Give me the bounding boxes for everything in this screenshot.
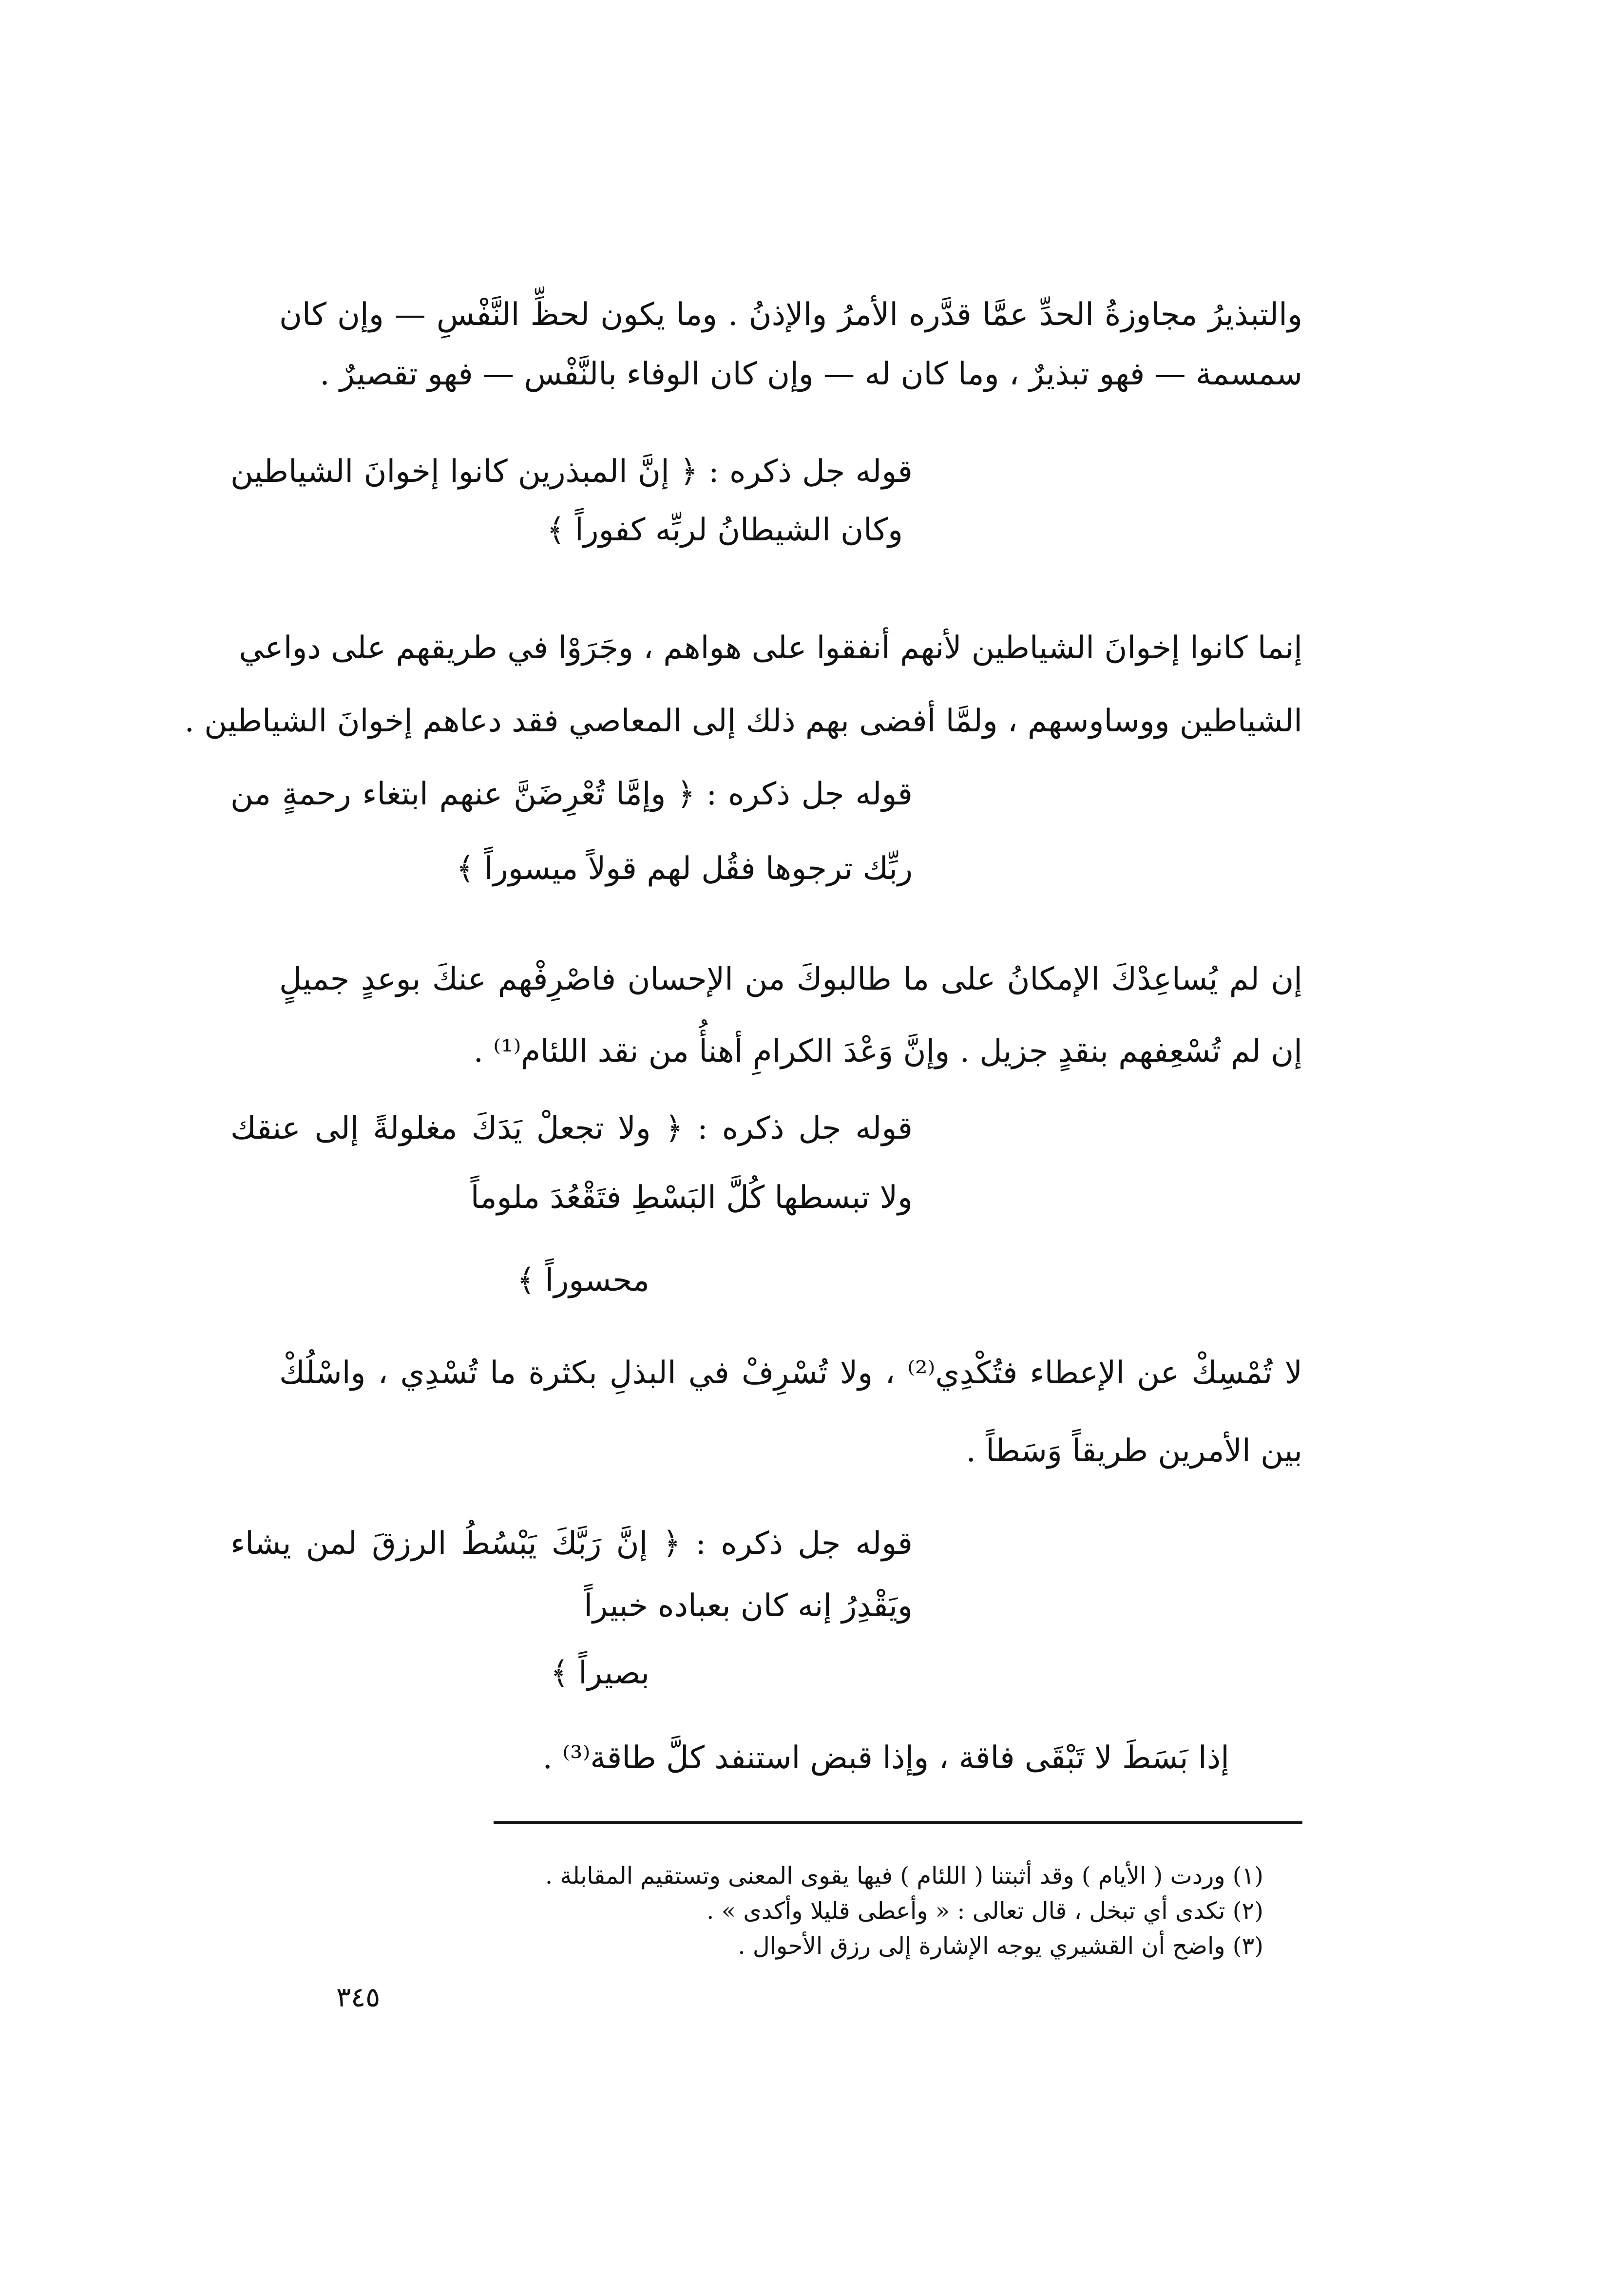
footnote-separator [494, 1821, 1302, 1824]
verse-4-line-2: ويَقْدِرُ إنه كان بعباده خبيراً [584, 1588, 913, 1624]
paragraph-1-line-1: والتبذيرُ مجاوزةُ الحدِّ عمَّا قدَّره الأمرُ والإذنُ . وما يكون لحظِّ النَّفْسِ — وإن كان [279, 297, 1302, 333]
verse-3-line-3: محسوراً ﴾ [516, 1262, 650, 1298]
paragraph-4-line-1: لا تُمْسِكْ عن الإعطاء فتُكْدِي⁽²⁾ ، ولا تُسْرِفْ في البذلِ بكثرة ما تُسْدِي ، واسْلُكْ [279, 1355, 1303, 1391]
paragraph-3-line-1: إن لم يُساعِدْكَ الإمكانُ على ما طالبوكَ من الإحسان فاصْرِفْهم عنكَ بوعدٍ جميلٍ [279, 961, 1302, 997]
footnote-3: (٣) واضح أن القشيري يوجه الإشارة إلى رزق الأحوال . [738, 1932, 1263, 1960]
verse-4-line-1: قوله جل ذكره : ﴿ إنَّ رَبَّكَ يَبْسُطُ الرزقَ لمن يشاء [230, 1526, 913, 1562]
verse-1-line-1: قوله جل ذكره : ﴿ إنَّ المبذرين كانوا إخوانَ الشياطين [230, 454, 913, 490]
paragraph-2-line-1: إنما كانوا إخوانَ الشياطين لأنهم أنفقوا على هواهم ، وجَرَوْا في طريقهم على دواعي [239, 630, 1302, 666]
paragraph-3-line-2: إن لم تُسْعِفهم بنقدٍ جزيل . وإنَّ وَعْدَ الكرامِ أهنأُ من نقد اللئام⁽¹⁾ . [473, 1033, 1302, 1069]
verse-4-line-3: بصيراً ﴾ [550, 1655, 650, 1691]
verse-3-line-1: قوله جل ذكره : ﴿ ولا تجعلْ يَدَكَ مغلولةً إلى عنقك [230, 1110, 913, 1146]
verse-3-line-2: ولا تبسطها كُلَّ البَسْطِ فتَقْعُدَ ملوماً [470, 1180, 913, 1216]
verse-2-line-1: قوله جل ذكره : ﴿ وإمَّا تُعْرِضَنَّ عنهم ابتغاء رحمةٍ من [230, 776, 913, 812]
footnote-2: (٢) تكدى أي تبخل ، قال تعالى : « وأعطى قليلا وأكدى » . [707, 1897, 1263, 1925]
footnote-1: (١) وردت ( الأيام ) وقد أثبتنا ( اللئام ) فيها يقوى المعنى وتستقيم المقابلة . [545, 1862, 1263, 1890]
verse-1-line-2: وكان الشيطانُ لربِّه كفوراً ﴾ [547, 512, 903, 548]
paragraph-1-line-2: سمسمة — فهو تبذيرٌ ، وما كان له — وإن كان الوفاء بالنَّفْس — فهو تقصيرٌ . [320, 356, 1302, 392]
paragraph-4-line-2: بين الأمرين طريقاً وَسَطاً . [966, 1433, 1302, 1469]
page-number: ٣٤٥ [336, 1982, 381, 2013]
paragraph-2-line-2: الشياطين ووساوسهم ، ولمَّا أفضى بهم ذلك إلى المعاصي فقد دعاهم إخوانَ الشياطين . [184, 703, 1302, 739]
paragraph-5-line-1: إذا بَسَطَ لا تَبْقَى فاقة ، وإذا قبض استنفد كلَّ طاقة⁽³⁾ . [542, 1740, 1229, 1776]
verse-2-line-2: ربِّك ترجوها فقُل لهم قولاً ميسوراً ﴾ [456, 851, 913, 887]
